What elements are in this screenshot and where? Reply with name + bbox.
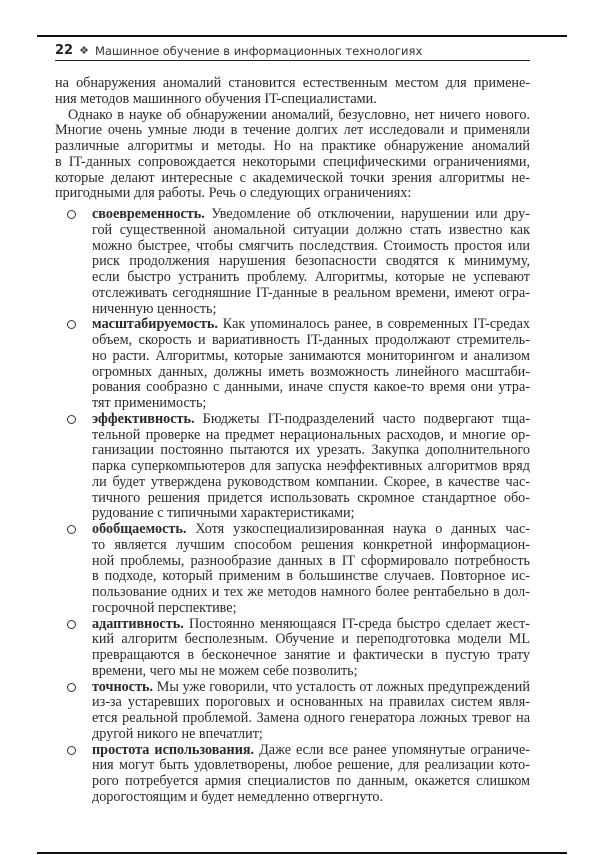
text-line: рого потребуется армия специалистов по данным, окажется слишком [92, 773, 530, 789]
text-line: госрочной перспективе; [92, 599, 237, 616]
running-title: Машинное обучение в информационных технологиях [94, 44, 423, 58]
text-line [92, 743, 530, 759]
bullet-circle-icon [67, 210, 76, 219]
text-line: то является лучшим способом решения конкретной информацион- [92, 536, 530, 553]
text-line: ется реальной проблемой. Замена одного генератора ложных тревог на [92, 710, 530, 726]
bullet-circle-icon [67, 683, 76, 692]
text-line: пригодными для работы. Речь о следующих ограничениях: [55, 185, 412, 202]
text-line [92, 680, 530, 696]
text-line: ниченную ценность; [92, 300, 217, 317]
text-line: ли будет утверждена руководством компании. Скорее, в качестве час- [92, 473, 530, 490]
bullet-circle-icon [67, 746, 76, 755]
text-line: ния могут быть удовлетворены, любое решение, для реализации кото- [92, 757, 530, 774]
bullet-text: Как упоминалось ранее, в современных IT-средах [217, 316, 530, 333]
bullet-term: точность. [92, 678, 154, 695]
text-line: рования сообразно с данными, иначе спустя какое-то время они утра- [92, 379, 530, 396]
bullet-circle-icon [67, 620, 76, 629]
bullet-text: Даже если все ранее упомянутые ограниче- [254, 741, 530, 758]
text-line: времени, чего мы не можем себе позволить; [92, 662, 358, 679]
text-line: Однако в науке об обнаружении аномалий, безусловно, нет ничего нового. [68, 106, 530, 123]
text-line: можно быстрее, чтобы смягчить последствия. Стоимость простоя или [92, 237, 530, 254]
text-line [92, 522, 530, 538]
text-line: другой никого не впечатлит; [92, 725, 263, 742]
text-line: отслеживать сегодняшние IT-данные в реальном времени, имеют огра- [92, 284, 530, 301]
text-line: в подходе, который применим в большинстве случаев. Повторное ис- [92, 568, 530, 585]
bullet-text: Хотя узкоспециализированная наука о данных час- [186, 521, 530, 537]
page-body [55, 76, 530, 806]
text-line: пользование одних и тех же методов намного более рентабельно в дол- [92, 584, 530, 600]
paragraph [55, 108, 530, 203]
list-item [55, 680, 530, 743]
page-number: 22 [55, 43, 74, 58]
text-line: ной проблемы, разнообразие данных в IT сформировало потребность [92, 552, 530, 569]
text-line: ния методов машинного обучения IT-специалистами. [55, 90, 377, 107]
text-line [92, 617, 530, 633]
list-item [55, 412, 530, 522]
text-line: тичного решения придется использовать скромное стандартное обо- [92, 489, 530, 506]
text-line: тят применимость; [92, 395, 207, 411]
text-line: рудование с типичными характеристиками; [92, 505, 355, 522]
list-item [55, 207, 530, 317]
running-header [55, 42, 530, 61]
text-line: на обнаружения аномалий становится естественным местом для примене- [55, 75, 530, 91]
text-line: различные алгоритмы и методы. Но на практике обнаружение аномалий [55, 138, 530, 154]
text-line: ганизации постоянно пытаются их урезать. Закупка дополнительного [92, 442, 530, 459]
top-rule [37, 35, 567, 37]
text-line [92, 317, 530, 333]
bullet-text: Бюджеты IT-подразделений часто подвергают тща- [194, 410, 530, 427]
diamond-ornament-icon: ❖ [79, 44, 89, 57]
list-item [55, 522, 530, 617]
bullet-text: Постоянно меняющаяся IT-среда быстро сделает жест- [183, 615, 530, 632]
bullet-list [55, 207, 530, 806]
bullet-circle-icon [67, 525, 76, 534]
bullet-term: масштабируемость. [92, 316, 218, 333]
text-line: объем, скорость и вариативность IT-данных продолжают стремитель- [92, 332, 530, 348]
bullet-text: Мы уже говорили, что усталость от ложных предупреждений [153, 678, 530, 695]
text-line: тельной проверке на предмет нерациональных расходов, и многие ор- [92, 426, 530, 443]
text-line: огромных данных, должны иметь возможность линейного масштаби- [92, 363, 530, 380]
text-line: из-за устаревших пороговых и основанных на правилах систем явля- [92, 694, 530, 711]
text-line: риск продолжения нарушения безопасности сводятся к минимуму, [92, 253, 530, 270]
text-line: гой существенной аномальной ситуации должно стать известно как [92, 221, 530, 238]
text-line: Многие очень умные люди в течение долгих лет исследовали и применяли [55, 122, 530, 139]
bullet-text: Уведомление об отключении, нарушении или дру- [204, 206, 530, 222]
bullet-circle-icon [67, 320, 76, 329]
text-line: которые делают интересные с академической точки зрения алгоритмы не- [55, 169, 530, 186]
bullet-term: своевременность. [92, 206, 205, 222]
text-line [92, 207, 530, 223]
bullet-term: простота использования. [92, 741, 255, 758]
bullet-circle-icon [67, 415, 76, 424]
text-line: парка суперкомпьютеров для запуска неэффективных алгоритмов вряд [92, 458, 530, 474]
list-item [55, 617, 530, 680]
text-line: но расти. Алгоритмы, которые занимаются мониторингом и анализом [92, 347, 530, 364]
list-item [55, 317, 530, 412]
bullet-term: обобщаемость. [92, 521, 187, 537]
bullet-term: эффективность. [92, 410, 195, 427]
bottom-rule [37, 852, 567, 854]
text-line: кий алгоритм бесполезным. Обучение и переподготовка модели ML [92, 631, 530, 648]
text-line [92, 412, 530, 428]
list-item [55, 743, 530, 806]
text-line: в IT-данных сопровождается некоторыми специфическими ограничениями, [55, 153, 530, 170]
text-line: если быстро устранить проблему. Алгоритмы, которые не успевают [92, 269, 530, 285]
bullet-term: адаптивность. [92, 615, 184, 632]
text-line: превращаются в бесконечное занятие и фактически в пустую трату [92, 647, 530, 663]
paragraph [55, 76, 530, 108]
text-line: дорогостоящим и будет немедленно отвергнуто. [92, 788, 384, 805]
